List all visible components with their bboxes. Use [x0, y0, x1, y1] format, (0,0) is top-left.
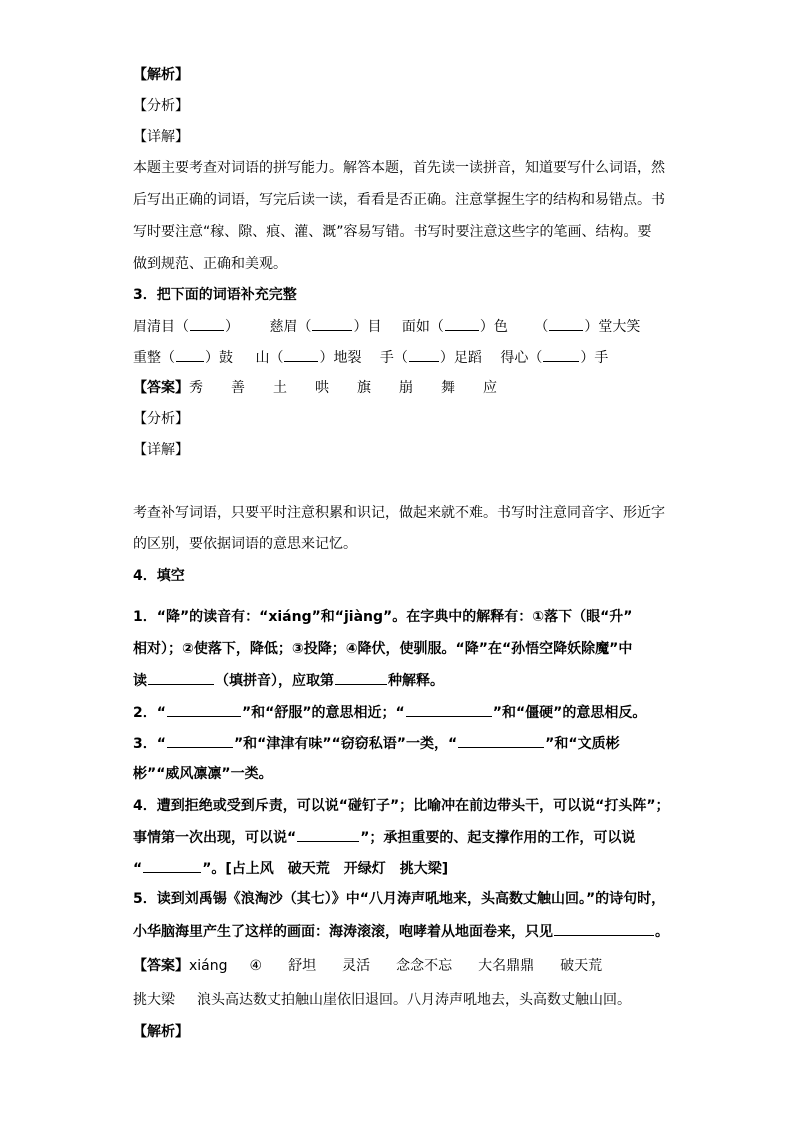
q4-item-1-line-1: 1．“降”的读音有：“xiáng”和“jiàng”。在字典中的解释有：①落下（眼“升” [133, 609, 633, 625]
answer-blank[interactable] [549, 316, 583, 331]
fenxi-label: 【分析】 [133, 98, 189, 114]
q4-item-4-line-1: 4．遭到拒绝或受到斥责，可以说“碰钉子”；比喻冲在前边带头干，可以说“打头阵”； [133, 798, 670, 814]
q3-item: 重整（ ）鼓 [133, 350, 233, 366]
q3-item: 得心（ ）手 [500, 350, 608, 366]
answer-blank[interactable] [297, 827, 359, 842]
answer-blank[interactable] [176, 347, 204, 362]
explanation-line-3: 写时要注意“稼、隙、痕、灌、溉”容易写错。书写时要注意这些字的笔画、结构。要 [133, 224, 652, 240]
answer-item: 善 [231, 380, 245, 396]
q3-item: 慈眉（ ）目 [269, 319, 381, 335]
answer-label: 【答案】 [133, 380, 189, 396]
answer-item: 旗 [357, 380, 371, 396]
answer-item: 舒坦 [288, 958, 317, 974]
answer-blank[interactable] [554, 921, 654, 936]
q4-item-3-line-1: 3．“ ”和“津津有味”“窃窃私语”一类，“ ”和“文质彬 [133, 733, 620, 754]
explanation-line-1: 考查补写词语，只要平时注意积累和识记，做起来就不难。书写时注意同音字、形近字 [133, 505, 665, 521]
q4-answer-line-2 [133, 990, 631, 1010]
explanation-line-1: 本题主要考查对词语的拼写能力。解答本题，首先读一读拼音，知道要写什么词语，然 [133, 160, 665, 176]
answer-blank[interactable] [406, 702, 492, 717]
answer-blank[interactable] [312, 316, 352, 331]
question-3-title: 3．把下面的词语补充完整 [133, 287, 297, 303]
q3-item: 山（ ）地裂 [255, 350, 361, 366]
explanation-line-2: 的区别，要依据词语的意思来记忆。 [133, 536, 357, 552]
answer-item: 舞 [441, 380, 455, 396]
q4-answer-line-1 [133, 956, 602, 976]
answer-item: 念念不忘 [396, 958, 453, 974]
q4-item-2: 2．“ ”和“舒服”的意思相近；“ ”和“僵硬”的意思相反。 [133, 702, 646, 723]
answer-item: 浪头高达数丈拍触山崖依旧退回。八月涛声吼地去，头高数丈触山回。 [197, 992, 631, 1008]
answer-blank[interactable] [143, 858, 201, 873]
answer-blank[interactable] [148, 670, 214, 685]
answer-item: 秀 [189, 380, 203, 396]
q4-item-5-line-1: 5．读到刘禹锡《浪淘沙（其七）》中“八月涛声吼地来，头高数丈触山回。”的诗句时， [133, 891, 666, 907]
q4-item-1-line-3: 读 （填拼音），应取第 种解释。 [133, 670, 444, 691]
fenxi-label: 【分析】 [133, 411, 189, 427]
q3-item: 面如（ ）色 [402, 319, 508, 335]
answer-item: ④ [249, 958, 263, 974]
q4-item-3-line-2: 彬”“威风凛凛”一类。 [133, 766, 273, 782]
q3-item: 手（ ）足蹈 [380, 350, 482, 366]
jiexi-label: 【解析】 [133, 1024, 189, 1040]
answer-blank[interactable] [284, 347, 318, 362]
q4-item-4-line-3: “ ”。[占上风 破天荒 开绿灯 挑大梁] [133, 858, 448, 879]
answer-blank[interactable] [445, 316, 479, 331]
q3-item: （ ）堂大笑 [534, 319, 640, 335]
answer-blank[interactable] [167, 733, 233, 748]
answer-item: 破天荒 [560, 958, 603, 974]
answer-item: 崩 [399, 380, 413, 396]
answer-item: 挑大梁 [133, 992, 175, 1008]
q3-answer-line [133, 378, 497, 398]
answer-item: 大名鼎鼎 [478, 958, 535, 974]
answer-blank[interactable] [167, 702, 241, 717]
q3-row-1 [133, 316, 640, 337]
q4-item-1-line-2: 相对）；②使落下，降低；③投降；④降伏，使驯服。“降”在“孙悟空降妖除魔”中 [133, 641, 633, 657]
answer-item: xiáng [189, 958, 228, 974]
answer-blank[interactable] [409, 347, 439, 362]
q4-item-5-line-2: 小华脑海里产生了这样的画面：海涛滚滚，咆哮着从地面卷来，只见 。 [133, 921, 669, 942]
answer-label: 【答案】 [133, 958, 189, 974]
answer-item: 灵活 [342, 958, 371, 974]
explanation-line-4: 做到规范、正确和美观。 [133, 256, 287, 272]
answer-item: 土 [273, 380, 287, 396]
explanation-line-2: 后写出正确的词语，写完后读一读，看看是否正确。注意掌握生字的结构和易错点。书 [133, 192, 665, 208]
xiangjie-label: 【详解】 [133, 129, 189, 145]
question-4-title: 4．填空 [133, 568, 185, 584]
q3-row-2 [133, 347, 608, 368]
xiangjie-label: 【详解】 [133, 442, 189, 458]
q4-item-4-line-2: 事情第一次出现，可以说“ ”；承担重要的、起支撑作用的工作，可以说 [133, 827, 635, 848]
answer-item: 应 [483, 380, 497, 396]
jiexi-label: 【解析】 [133, 67, 189, 83]
answer-blank[interactable] [543, 347, 579, 362]
answer-item: 哄 [315, 380, 329, 396]
answer-blank[interactable] [335, 670, 387, 685]
q3-item: 眉清目（ ） [133, 319, 239, 335]
answer-blank[interactable] [190, 316, 224, 331]
answer-blank[interactable] [458, 733, 544, 748]
